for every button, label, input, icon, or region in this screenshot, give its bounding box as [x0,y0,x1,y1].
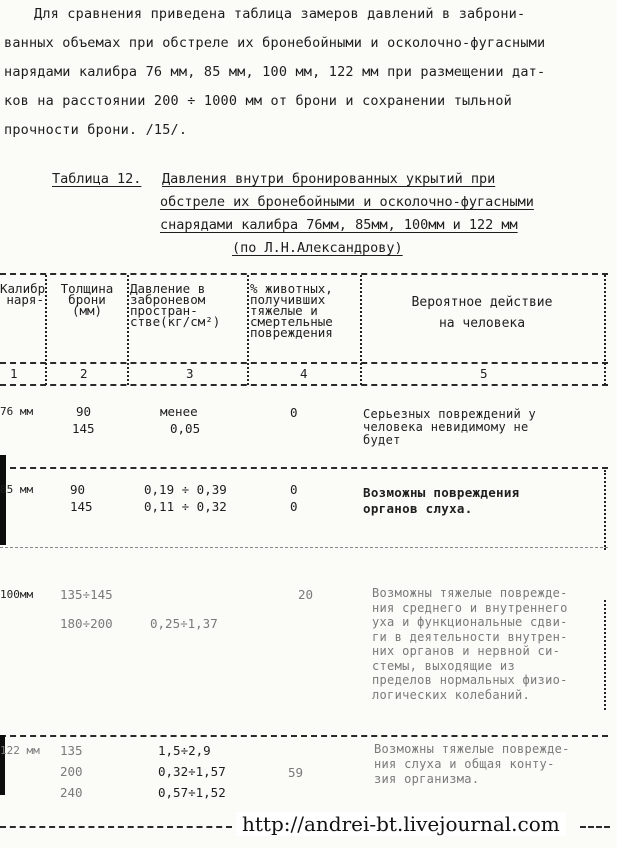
row-thickness-1: 90 [70,482,86,497]
row-divider-1 [0,467,608,469]
scan-edge-1 [0,455,6,545]
table-caption-line-4: (по Л.Н.Александрову) [232,240,403,256]
col-number-2: 2 [80,366,88,381]
row-thickness-2: 200 [60,764,83,779]
col-divider-3 [247,275,249,385]
row-caliber: 122 мм [0,744,40,757]
row-pressure-3: 0,57÷1,52 [158,785,226,800]
table-caption-line-1: Давления внутри бронированных укрытий при [162,171,496,187]
col-number-3: 3 [186,366,194,381]
col-divider-4 [360,275,362,385]
row-caliber: 100мм [0,588,34,601]
row-pressure-1: менее [160,404,198,419]
header-pressure: Давление в заброневом простран- стве(кг/см²) [130,281,221,329]
numbers-bottom-rule [0,384,608,386]
table-top-rule [0,273,608,275]
right-edge-mark-2 [604,600,606,710]
table-bottom-rule-end [580,826,610,828]
row-percent: 0 [290,405,298,420]
row-pressure-2: 0,25÷1,37 [150,616,218,631]
row-percent: 59 [288,765,304,780]
row-pressure-2: 0,11 ÷ 0,32 [144,499,227,514]
row-percent-2: 0 [290,499,298,514]
col-divider-2 [127,275,129,385]
col-number-1: 1 [10,366,18,381]
row-thickness-2: 145 [70,499,93,514]
table-bottom-rule [0,826,232,828]
col-divider-5 [604,275,606,385]
table-caption-line-2: обстреле их бронебойными и осколочно-фугасными [160,194,534,210]
header-effect: Вероятное действие на человека [411,295,553,331]
row-pressure-2: 0,05 [170,421,201,436]
row-thickness-2: 180÷200 [60,616,113,631]
intro-line-3: нарядами калибра 76 мм, 85 мм, 100 мм, 122 мм при размещении дат- [4,64,546,80]
right-edge-mark-1 [604,470,606,550]
row-pressure-2: 0,32÷1,57 [158,764,226,779]
row-effect: Возможны тяжелые поврежде- ния среднего и внутреннего уха и функциональные сдви- ги в деятельности внутрен- них органов и нервной си- стемы, выходящие из пределов нормальных физио- логических колебаний. [372,586,568,702]
row-effect: Возможны повреждения органов слуха. [363,485,520,516]
row-percent: 20 [298,587,314,602]
intro-line-4: ков на расстоянии 200 ÷ 1000 мм от брони и сохранении тыльной [4,93,512,109]
header-thickness: Толщина брони (мм) [60,281,114,318]
row-thickness-3: 240 [60,785,83,800]
intro-line-5: прочности брони. /15/. [4,122,188,138]
header-percent: % животных, получивших тяжелые и смертельные повреждения [250,281,333,340]
header-bottom-rule [0,362,608,364]
row-thickness-2: 145 [72,421,95,436]
row-effect: Серьезных повреждений у человека невидимому не будет [363,407,537,447]
col-number-5: 5 [480,366,488,381]
row-thickness-1: 135÷145 [60,587,113,602]
intro-line-1: Для сравнения приведена таблица замеров давлений в заброни- [34,6,526,22]
row-divider-3 [0,735,608,737]
table-caption-label: Таблица 12. [52,171,142,187]
row-pressure-1: 0,19 ÷ 0,39 [144,482,227,497]
row-pressure-1: 1,5÷2,9 [158,743,211,758]
row-caliber: 85 мм [0,483,34,496]
row-effect: Возможны тяжелые поврежде- ния слуха и общая конту- зия организма. [374,742,570,786]
row-thickness-1: 135 [60,743,83,758]
row-caliber: 76 мм [0,405,34,418]
watermark-url: http://andrei-bt.livejournal.com [236,812,566,836]
row-thickness-1: 90 [76,404,92,419]
col-number-4: 4 [300,366,308,381]
header-caliber: Калибр наря- [0,281,46,307]
row-divider-2 [0,547,608,548]
row-percent-1: 0 [290,482,298,497]
intro-line-2: ванных объемах при обстреле их бронебойными и осколочно-фугасными [4,35,546,51]
table-caption-line-3: снарядами калибра 76мм, 85мм, 100мм и 122 мм [160,217,518,233]
